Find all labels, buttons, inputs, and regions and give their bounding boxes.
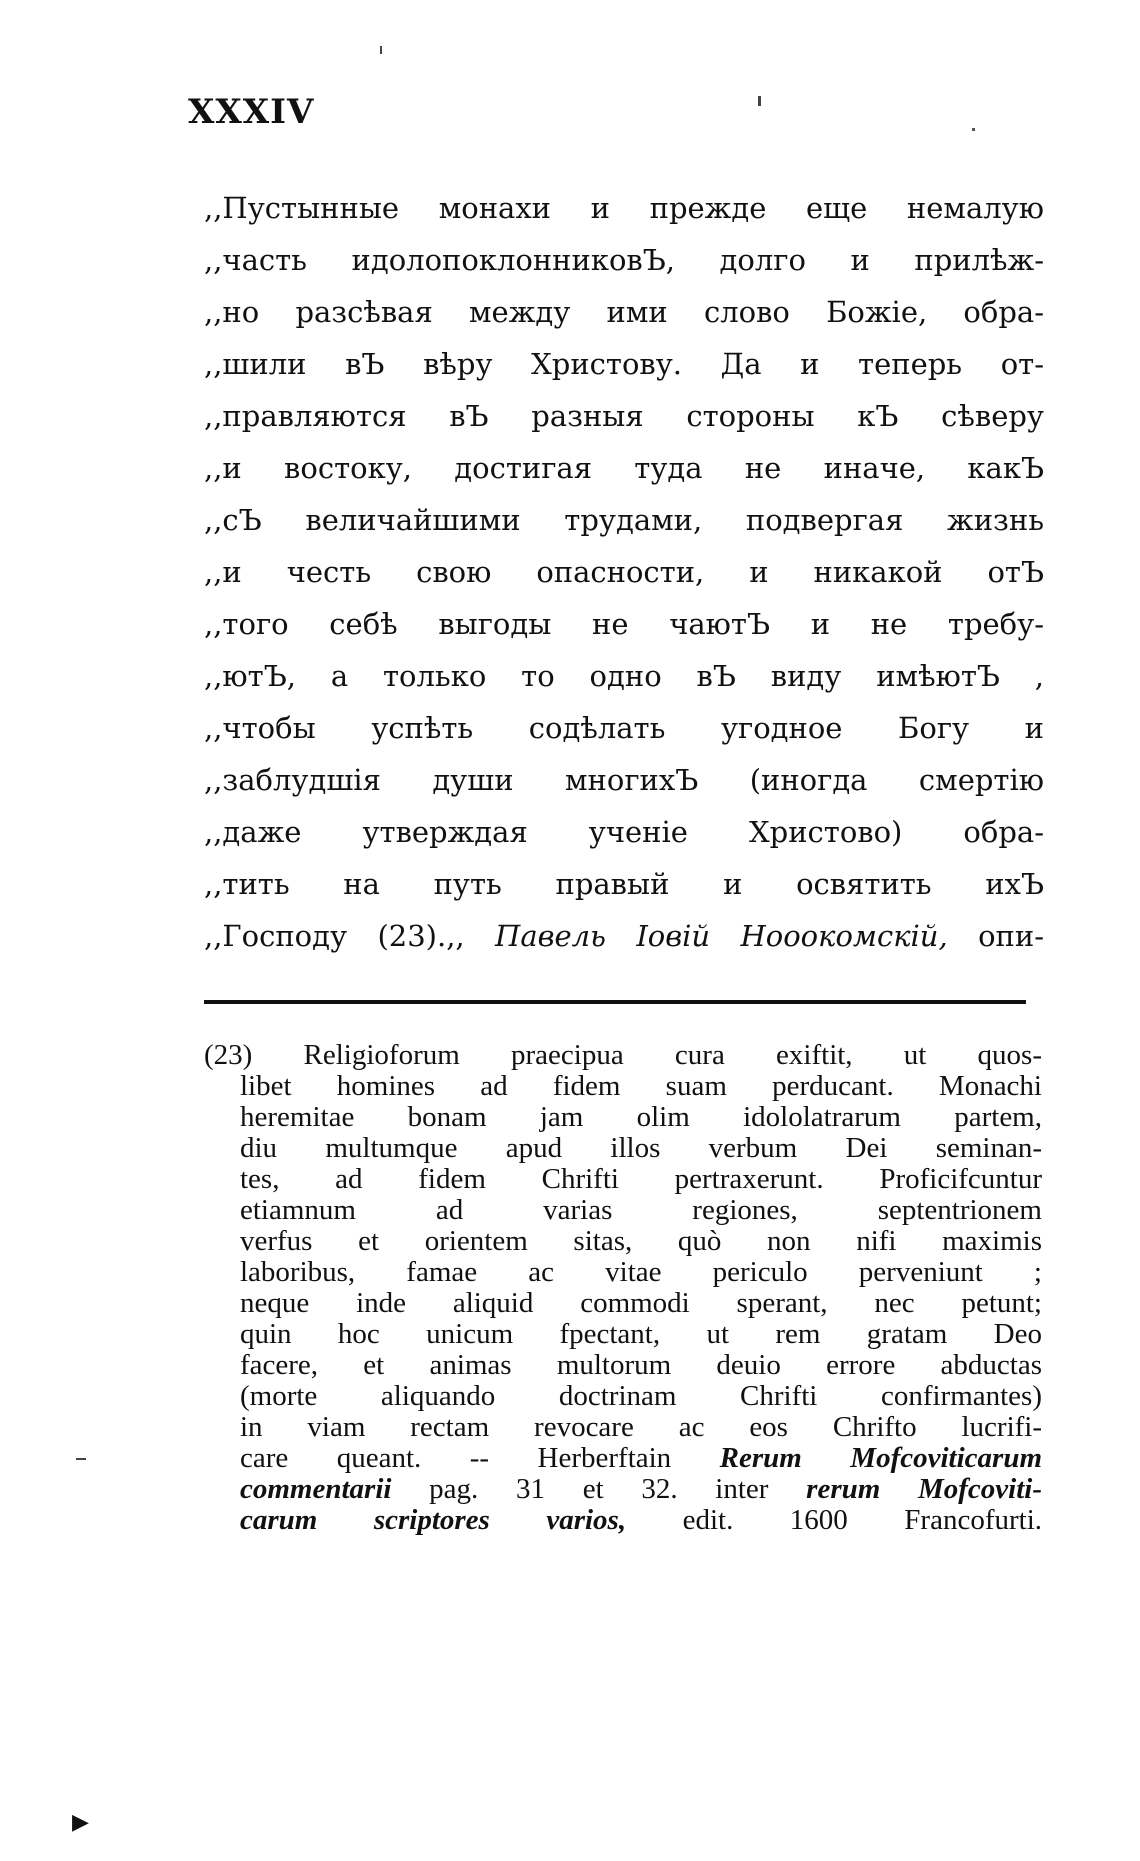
footnote-divider: [204, 1000, 1026, 1004]
footnote-block: [204, 1040, 1042, 1536]
footnote-line: etiamnum ad varias regiones, septentrionem: [240, 1194, 1042, 1226]
footnote-line: heremitae bonam jam olim idololatrarum partem,: [240, 1101, 1042, 1133]
print-speck: [758, 96, 761, 106]
page-number: XXXIV: [188, 92, 315, 132]
footnote-line: (morte aliquando doctrinam Chrifti confirmantes): [240, 1380, 1042, 1412]
footnote-line-start: care queant. -- Herberftain: [240, 1442, 672, 1474]
footnote-line: libet homines ad fidem suam perducant. Monachi: [240, 1070, 1042, 1102]
main-text-line: ,,и востоку, достигая туда не иначе, какЪ: [204, 451, 1044, 485]
footnote-line-end: edit. 1600 Francofurti.: [682, 1504, 1043, 1536]
footnote-line: [204, 1443, 1042, 1474]
footnote-line: neque inde aliquid commodi sperant, nec petunt;: [240, 1287, 1042, 1319]
footnote-line: tes, ad fidem Chrifti pertraxerunt. Proficifcuntur: [240, 1163, 1042, 1195]
footnote-line: quin hoc unicum fpectant, ut rem gratam Deo: [240, 1318, 1042, 1350]
author-name-italic: Павель Іовій Нооокомскій,: [495, 919, 948, 953]
print-speck: [380, 46, 382, 54]
footnote-line: facere, et animas multorum deuio errore abductas: [240, 1349, 1042, 1381]
main-text-line: ,,ютЪ, а только то одно вЪ виду имѣютЪ ,: [204, 659, 1044, 693]
footnote-line: (23) Religioforum praecipua cura exiftit, ut quos-: [204, 1039, 1042, 1071]
main-text-line: ,,даже утверждая ученіе Христово) обра-: [204, 815, 1044, 849]
footnote-title-italic: Rerum Mofcoviticarum: [719, 1442, 1043, 1474]
main-text-line: ,,и честь свою опасности, и никакой отЪ: [204, 555, 1044, 589]
footnote-line: laboribus, famae ac vitae periculo perveniunt ;: [240, 1256, 1042, 1288]
footnote-line: [204, 1474, 1042, 1505]
main-text-line: ,,правляются вЪ разныя стороны кЪ сѣверу: [204, 399, 1044, 433]
main-text-line: ,,шили вЪ вѣру Христову. Да и теперь от-: [204, 347, 1044, 381]
footnote-line-mid: pag. 31 et 32. inter: [429, 1473, 769, 1505]
arrow-marker-icon: ▶: [72, 1810, 89, 1835]
main-text-line: ,,заблудшія души многихЪ (иногда смертію: [204, 763, 1044, 797]
main-text-line: ,,часть идолопоклонниковЪ, долго и прилѣж-: [204, 243, 1044, 277]
footnote-title-italic: carum scriptores varios,: [240, 1504, 627, 1536]
main-text-block: [204, 182, 1044, 962]
footnote-line: verfus et orientem sitas, quò non nifi maximis: [240, 1225, 1042, 1257]
footnote-title-italic: commentarii: [240, 1473, 392, 1505]
print-speck: [76, 1458, 86, 1460]
main-text-line: ,,тить на путь правый и освятить ихЪ: [204, 867, 1044, 901]
last-line-end: опи-: [978, 919, 1045, 953]
print-speck: [972, 128, 975, 131]
main-text-line: ,,того себѣ выгоды не чаютЪ и не требу-: [204, 607, 1044, 641]
footnote-title-italic: rerum Mofcoviti-: [806, 1473, 1043, 1505]
footnote-line: in viam rectam revocare ac eos Chrifto lucrifi-: [240, 1411, 1042, 1443]
main-text-last-line: [204, 910, 1044, 962]
main-text-line: ,,Пустынные монахи и прежде еще немалую: [204, 191, 1044, 225]
footnote-line: [204, 1505, 1042, 1536]
footnote-line: diu multumque apud illos verbum Dei seminan-: [240, 1132, 1042, 1164]
main-text-line: ,,но разсѣвая между ими слово Божіе, обра-: [204, 295, 1044, 329]
main-text-line: ,,чтобы успѣть содѣлать угодное Богу и: [204, 711, 1044, 745]
main-text-line: ,,сЪ величайшими трудами, подвергая жизнь: [204, 503, 1044, 537]
last-line-start: ,,Господу (23).,,: [204, 919, 465, 953]
